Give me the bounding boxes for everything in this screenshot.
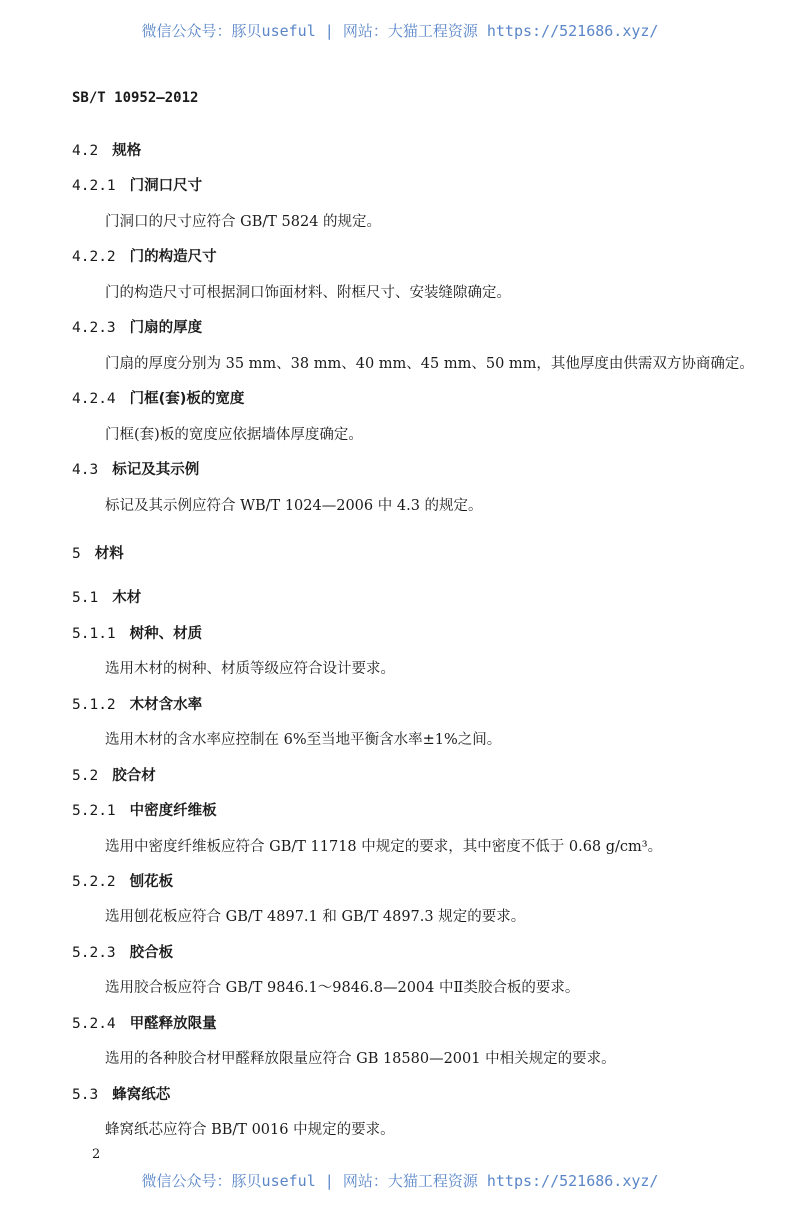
paragraph: 蜂窝纸芯应符合 BB/T 0016 中规定的要求。 — [105, 1122, 395, 1138]
section-title: 门框(套)板的宽度 — [129, 391, 245, 407]
page-number: 2 — [92, 1147, 101, 1162]
section-title: 蜂窝纸芯 — [112, 1087, 171, 1103]
paragraph: 选用木材的树种、材质等级应符合设计要求。 — [105, 661, 395, 677]
paragraph: 门扇的厚度分别为 35 mm、38 mm、40 mm、45 mm、50 mm，其他厚度由供需双方协商确定。 — [105, 356, 754, 372]
paragraph: 选用木材的含水率应控制在 6%至当地平衡含水率±1%之间。 — [105, 732, 502, 748]
section-number: 5.3 — [72, 1087, 99, 1103]
section-heading — [72, 766, 156, 786]
paragraph: 选用的各种胶合材甲醛释放限量应符合 GB 18580—2001 中相关规定的要求。 — [105, 1051, 616, 1067]
section-title: 甲醛释放限量 — [129, 1016, 217, 1032]
section-heading — [72, 460, 199, 480]
section-number: 5.2.2 — [72, 874, 116, 890]
section-heading — [72, 544, 124, 564]
watermark-bottom: 微信公众号：豚贝useful | 网站：大猫工程资源 https://521686.xyz/ — [141, 1172, 659, 1190]
section-heading — [72, 318, 202, 338]
section-title: 木材 — [112, 590, 142, 606]
section-heading — [72, 801, 217, 821]
watermark-top: 微信公众号：豚贝useful | 网站：大猫工程资源 https://521686.xyz/ — [141, 22, 659, 40]
section-number: 5.1 — [72, 590, 99, 606]
section-heading — [72, 1014, 217, 1034]
paragraph: 门洞口的尺寸应符合 GB/T 5824 的规定。 — [105, 214, 382, 230]
section-number: 4.2.1 — [72, 178, 116, 194]
section-number: 4.2.2 — [72, 249, 116, 265]
section-title: 标记及其示例 — [112, 462, 200, 478]
section-number: 4.2.4 — [72, 391, 116, 407]
section-number: 4.3 — [72, 462, 99, 478]
section-number: 4.2.3 — [72, 320, 116, 336]
section-number: 5.1.2 — [72, 697, 116, 713]
section-heading — [72, 1085, 170, 1105]
section-number: 5.2.4 — [72, 1016, 116, 1032]
section-heading — [72, 389, 244, 409]
section-title: 树种、材质 — [129, 626, 203, 642]
section-heading — [72, 624, 202, 644]
paragraph: 门框(套)板的宽度应依据墙体厚度确定。 — [105, 427, 363, 443]
section-title: 中密度纤维板 — [129, 803, 217, 819]
section-title: 胶合材 — [112, 768, 156, 784]
section-heading — [72, 943, 173, 963]
section-heading — [72, 176, 202, 196]
paragraph: 选用中密度纤维板应符合 GB/T 11718 中规定的要求，其中密度不低于 0.68 g/cm³。 — [105, 839, 663, 855]
standard-code: SB/T 10952—2012 — [72, 90, 199, 106]
section-title: 木材含水率 — [129, 697, 203, 713]
section-number: 4.2 — [72, 143, 99, 159]
section-number: 5.2.1 — [72, 803, 116, 819]
section-title: 门扇的厚度 — [129, 320, 203, 336]
paragraph: 选用胶合板应符合 GB/T 9846.1～9846.8—2004 中Ⅱ类胶合板的要求。 — [105, 980, 580, 996]
section-number: 5.1.1 — [72, 626, 116, 642]
section-title: 胶合板 — [129, 945, 174, 961]
section-title: 材料 — [94, 546, 124, 562]
section-number: 5.2 — [72, 768, 99, 784]
paragraph: 选用刨花板应符合 GB/T 4897.1 和 GB/T 4897.3 规定的要求。 — [105, 909, 526, 925]
section-number: 5.2.3 — [72, 945, 116, 961]
section-heading — [72, 695, 202, 715]
section-title: 门的构造尺寸 — [129, 249, 217, 265]
section-heading — [72, 588, 141, 608]
paragraph: 门的构造尺寸可根据洞口饰面材料、附框尺寸、安装缝隙确定。 — [105, 285, 511, 301]
section-title: 门洞口尺寸 — [129, 178, 203, 194]
section-heading — [72, 872, 173, 892]
section-heading — [72, 247, 217, 267]
section-title: 刨花板 — [129, 874, 174, 890]
paragraph: 标记及其示例应符合 WB/T 1024—2006 中 4.3 的规定。 — [105, 498, 483, 514]
section-heading — [72, 141, 141, 161]
section-number: 5 — [72, 546, 81, 562]
section-title: 规格 — [112, 143, 142, 159]
